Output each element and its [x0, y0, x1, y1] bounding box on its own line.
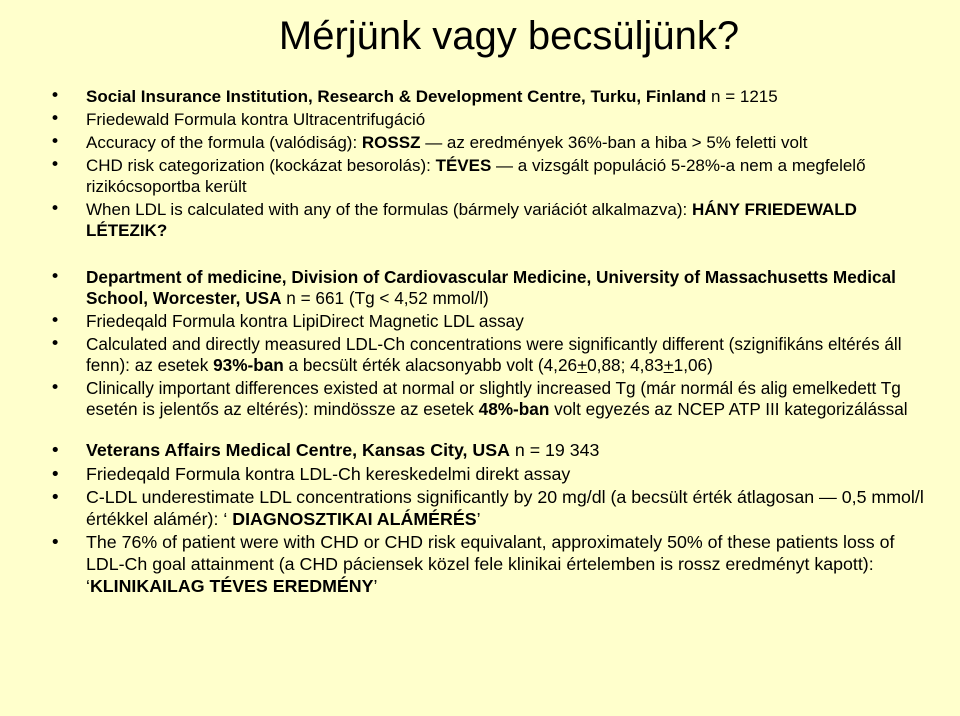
text: The 76% of patient were with CHD or CHD risk equivalant, approximately 50% of these patients loss of LDL-Ch goal attainment (a CHD páciensek közel fele klinikai értelemben is rossz eredményt kapott): ‘	[86, 532, 895, 596]
text: Calculated and directly measured LDL-Ch concentrations were significantly different (szignifikáns eltérés áll fenn): az esetek	[86, 334, 902, 375]
text: — a vizsgált populáció 5-28%-a nem a megfelelő rizikócsoportba került	[86, 156, 866, 196]
text: — az eredmények 36%-ban a hiba > 5% feletti volt	[420, 133, 808, 152]
section-massachusetts	[48, 267, 930, 420]
list-item	[48, 440, 930, 462]
text: 0,88; 4,83	[587, 355, 664, 375]
bold-text: 48%-ban	[478, 399, 550, 419]
bold-text: Social Insurance Institution, Research & Development Centre, Turku, Finland	[86, 87, 707, 106]
plus-minus: +	[577, 355, 588, 375]
text: 1,06)	[673, 355, 713, 375]
list-item	[48, 378, 930, 420]
bold-text: Veterans Affairs Medical Centre, Kansas City, USA	[86, 440, 510, 460]
text: When LDL is calculated with any of the formulas (bármely variációt alkalmazva):	[86, 200, 692, 219]
text: ’	[373, 575, 378, 596]
list-item	[48, 334, 930, 376]
list-item	[48, 109, 930, 130]
list-item	[48, 311, 930, 332]
text: a becsült érték alacsonyabb volt (4,26	[283, 355, 578, 375]
bold-text: KLINIKAILAG TÉVES EREDMÉNY	[89, 575, 374, 596]
list-item	[48, 199, 930, 241]
page-title: Mérjünk vagy becsüljünk?	[278, 14, 740, 58]
section-kansas	[48, 440, 930, 597]
text: Accuracy of the formula (valódiság):	[86, 133, 362, 152]
section-finland	[48, 86, 930, 241]
text: n = 19 343	[509, 440, 600, 460]
text: Friedeqald Formula kontra LipiDirect Magnetic LDL assay	[86, 311, 524, 331]
text: n = 1215	[706, 87, 778, 106]
plus-minus: +	[663, 355, 674, 375]
bold-text: Department of medicine, Division of Cardiovascular Medicine, University of Massachusetts Medical School, Worcester, USA	[86, 267, 896, 308]
bold-text: DIAGNOSZTIKAI ALÁMÉRÉS	[232, 508, 477, 529]
list-item	[48, 464, 930, 486]
list-item	[48, 267, 930, 309]
list-item	[48, 487, 930, 530]
text: C-LDL underestimate LDL concentrations significantly by 20 mg/dl (a becsült érték átlagosan — 0,5 mmol/l értékkel alámér): ‘	[86, 487, 924, 529]
list-item	[48, 132, 930, 153]
bold-text: TÉVES	[435, 156, 492, 175]
text: CHD risk categorization (kockázat besorolás):	[86, 156, 436, 175]
bold-text: HÁNY FRIEDEWALD LÉTEZIK?	[86, 200, 857, 240]
bold-text: ROSSZ	[361, 133, 421, 152]
list-item	[48, 155, 930, 197]
text: Friedeqald Formula kontra LDL-Ch kereskedelmi direkt assay	[86, 463, 571, 484]
text: ’	[476, 508, 481, 529]
text: n = 661 (Tg < 4,52 mmol/l)	[281, 288, 489, 308]
list-item	[48, 532, 930, 597]
list-item	[48, 86, 930, 107]
text: volt egyezés az NCEP ATP III kategorizálással	[549, 399, 908, 419]
bold-text: 93%-ban	[213, 355, 284, 375]
text: Clinically important differences existed at normal or slightly increased Tg (már normál és alig emelkedett Tg esetén is jelentős az eltérés): mindössze az esetek	[86, 378, 901, 419]
text: Friedewald Formula kontra Ultracentrifugáció	[86, 110, 426, 129]
